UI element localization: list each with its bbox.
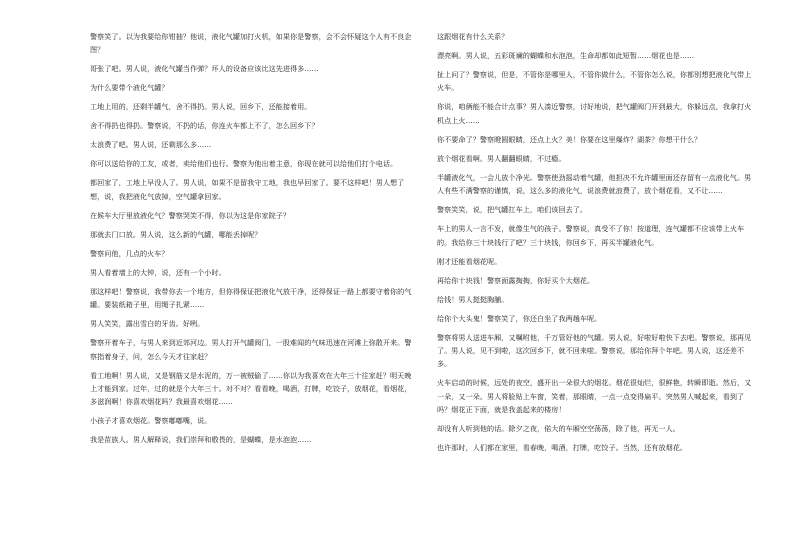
paragraph: 警察笑了。以为我要给你钳抽？他说，液化气罐加打火机，如果你是警察，会不会怀疑这个人有不良企图？: [90, 32, 412, 55]
paragraph: 我是苗族人。男人解释说，我们崇拜和敬畏的，是蝴蝶，是水泡泡……: [90, 435, 312, 445]
paragraph: 你可以送给你的工友，或者，卖给他们也行。警察为他出着主意，你现在就可以给他们打个电话。: [90, 159, 398, 169]
paragraph: 这跟烟花有什么关系？: [437, 32, 509, 41]
paragraph: 再给你十块钱！警察面露掏掏，你好买个大烟花。: [437, 275, 595, 285]
left-column: [90, 30, 412, 452]
paragraph: 放个烟花看啊。男人翻翻眼睛，不过瘾。: [437, 153, 566, 163]
right-column: [437, 30, 757, 460]
paragraph: 那就去门口放。男人说，这么新的气罐，哪能丢掉呢？: [90, 229, 262, 239]
paragraph: 小孩子才喜欢烟花。警察嘟嘟嘴，说。: [90, 416, 212, 426]
paragraph: 扯上问了？警察说，但是，不管你是哪里人，不管你做什么，不管你怎么说，你都别想把液化气带上火车。: [437, 70, 752, 93]
paragraph: 车上的男人一言不发，就像生气的孩子。警察说，真受不了你！按道理，连气罐都不应该带上火车的。我给你三十块钱行了吧？三十块钱，你回乡下，再买半罐液化气。: [437, 224, 745, 247]
paragraph: 给钱！男人挺挺胸脯。: [437, 294, 509, 304]
paragraph: 火车启动的时候，远处的夜空，盛开出一朵很大的烟花。烟花很灿烂，很鲜艳，转瞬即逝。然后，又一朵，又一朵。男人将脸贴上车窗，笑着，那眼睛，一点一点变得扁平。突然男人喊起来，看到了吗？烟花正下面，就是我盖起来的楼房！: [437, 378, 752, 415]
paragraph: 舍不得扔也得扔。警察说，不扔的话，你连火车都上不了，怎么回乡下？: [90, 121, 319, 131]
paragraph: 男人笑笑，露出雪白的牙齿。好咧。: [90, 319, 205, 329]
paragraph: 警察开着车子，与男人来到近郊河边。男人打开气罐阀门，一股难闻的气味迅速在河滩上弥散开来。警察指着身子，问，怎么今天才往家赶？: [90, 338, 412, 361]
paragraph: 给你个大头鬼！警察笑了，你还白坐了我两趟车呢。: [437, 313, 602, 323]
paragraph: 在候车大厅里放液化气？警察哭笑不得，你以为这是你家院子？: [90, 210, 291, 220]
paragraph: 警察问他，几点的火车？: [90, 248, 169, 258]
paragraph: 也许那时，人们都在家里，看春晚，喝酒，打牌，吃饺子。当然，还有放烟花。: [437, 443, 688, 453]
paragraph: 刚才还能看烟花呢。: [437, 256, 502, 266]
paragraph: 都回家了，工地上早没人了。男人说，如果不是留我守工地，我也早回家了。要不这样吧！男人想了想，说，我把液化气放掉，空气罐拿回家。: [90, 178, 405, 201]
paragraph: 太浪费了吧。男人说，还剩那么多……: [90, 140, 212, 150]
paragraph: 却没有人听到他的话。除夕之夜，偌大的车厢空空荡荡，除了他，再无一人。: [437, 424, 680, 434]
paragraph: 漂亮啊。男人说，五彩斑斓的蝴蝶和水泡泡，生命却都如此短暂……烟花也是……: [437, 51, 695, 60]
paragraph: 警察将男人送进车厢，又嘱咐他，千万管好他的气罐。男人说，好啦好啦快下去吧。警察说，那再见了。男人说，见不到啦，这次回乡下，就不回来啦。警察说，那给你拜个年吧。男人说，这还差不多。: [437, 332, 752, 369]
paragraph: 为什么要带个液化气罐？: [90, 83, 169, 93]
paragraph: 男人看着墙上的大钟，说，还有一个小时。: [90, 267, 226, 277]
paragraph: 工地上用的，还剩半罐气，舍不得扔。男人说，回乡下，还能接着用。: [90, 102, 312, 112]
paragraph: 警察笑笑，说，把气罐扛车上，咱们该回去了。: [437, 205, 588, 215]
paragraph: 你说，咱俩能不能合计点事？男人凑近警察，讨好地说，把气罐阀门开到最大，你躲远点，我拿打火机点上火……: [437, 102, 752, 125]
paragraph: 看工地啊！男人说，又是钢筋又是水泥的，万一被贼偷了……你以为我喜欢在大年三十往家赶？明天晚上才能到家。过年，过的就是个大年三十。对不对？看看晚，喝酒，打牌，吃饺子，放烟花，看烟花，多滋润啊！你喜欢烟花吗？我最喜欢烟花……: [90, 370, 412, 407]
paragraph: 你不要命了？警察瞪圆眼睛，还点上火？美！你要在这里爆炸？湖茶？你想干什么？: [437, 134, 702, 144]
paragraph: 半罐液化气，一会儿放个净光。警察使劲摇动着气罐，他担决不允许罐里面还存留有一点液化气。男人有些不满警察的谨慎，说，这么多的液化气，说浪费就浪费了，放个烟花看，又不让……: [437, 172, 752, 196]
paragraph: 那这样吧！警察说，我带你去一个地方，但你得保证把液化气放干净，还得保证一路上都要守着你的气罐。要装纸箱子里，用绳子扎紧……: [90, 286, 412, 310]
paragraph: 哥张了吧。男人说，液化气罐当作弹？坏人的设备应该比这先进得多……: [90, 64, 319, 74]
